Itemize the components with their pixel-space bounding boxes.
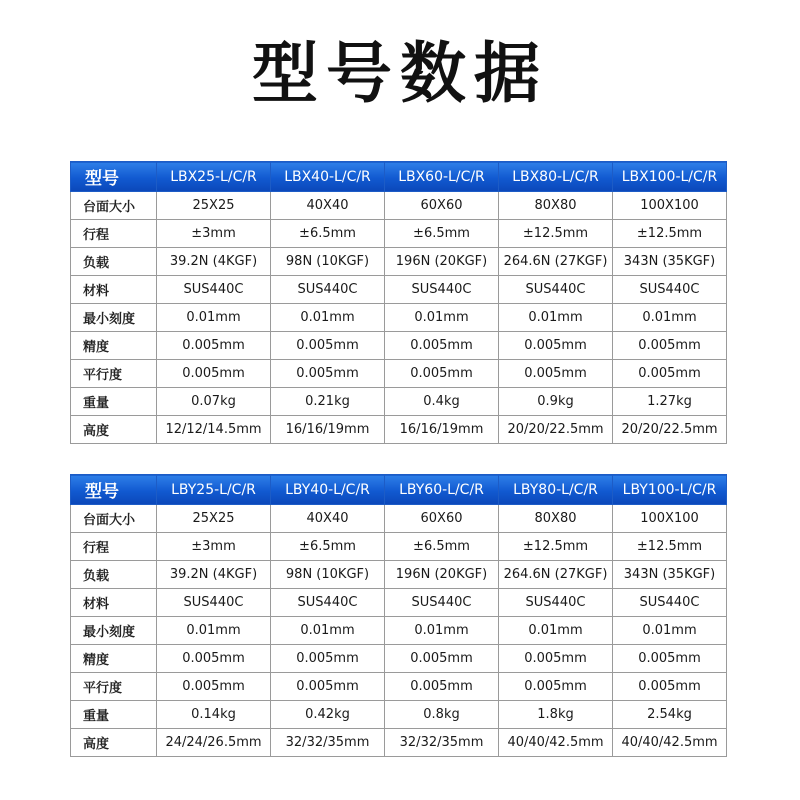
row-label: 台面大小 [71, 192, 157, 220]
table-cell: 80X80 [499, 505, 613, 533]
table-cell: SUS440C [499, 276, 613, 304]
table-cell: 0.01mm [157, 304, 271, 332]
table-cell: 0.4kg [385, 388, 499, 416]
table-cell: 0.005mm [157, 673, 271, 701]
table-row-parallelism [71, 360, 727, 388]
table-row-material [71, 589, 727, 617]
table-cell: 100X100 [613, 505, 727, 533]
table-cell: 264.6N (27KGF) [499, 561, 613, 589]
table-cell: 0.005mm [385, 645, 499, 673]
table-cell: 0.005mm [271, 673, 385, 701]
row-label: 台面大小 [71, 505, 157, 533]
spec-table-lby [70, 474, 727, 757]
row-label: 负载 [71, 248, 157, 276]
table-cell: SUS440C [385, 589, 499, 617]
table-cell: 60X60 [385, 505, 499, 533]
table-cell: 0.01mm [613, 617, 727, 645]
table-cell: 100X100 [613, 192, 727, 220]
table-row-height [71, 416, 727, 444]
table-cell: SUS440C [271, 276, 385, 304]
row-label: 负载 [71, 561, 157, 589]
model-name: LBX40-L/C/R [271, 162, 385, 192]
table-cell: 16/16/19mm [271, 416, 385, 444]
table-cell: 20/20/22.5mm [613, 416, 727, 444]
page-title: 型号数据 [252, 35, 548, 112]
table-cell: 40X40 [271, 192, 385, 220]
table-cell: 98N (10KGF) [271, 248, 385, 276]
table-cell: SUS440C [613, 589, 727, 617]
table-row-min-scale [71, 304, 727, 332]
row-label: 行程 [71, 533, 157, 561]
table-row-table-size [71, 192, 727, 220]
table-cell: 0.005mm [157, 332, 271, 360]
table-cell: 343N (35KGF) [613, 561, 727, 589]
table-row-weight [71, 388, 727, 416]
row-label: 最小刻度 [71, 617, 157, 645]
table-cell: SUS440C [157, 589, 271, 617]
row-label: 行程 [71, 220, 157, 248]
table-row-table-size [71, 505, 727, 533]
table-cell: 0.005mm [613, 360, 727, 388]
table-cell: 196N (20KGF) [385, 561, 499, 589]
table-header-row [71, 475, 727, 505]
table-cell: 0.005mm [613, 673, 727, 701]
table-cell: 0.9kg [499, 388, 613, 416]
row-label: 重量 [71, 701, 157, 729]
table-row-precision [71, 332, 727, 360]
table-cell: 0.01mm [271, 617, 385, 645]
table-cell: ±12.5mm [499, 533, 613, 561]
row-label: 精度 [71, 332, 157, 360]
model-name: LBX100-L/C/R [613, 162, 727, 192]
table-cell: 16/16/19mm [385, 416, 499, 444]
table-cell: 0.01mm [271, 304, 385, 332]
table-cell: 0.005mm [499, 645, 613, 673]
table-cell: 0.005mm [157, 360, 271, 388]
table-row-min-scale [71, 617, 727, 645]
row-label: 平行度 [71, 673, 157, 701]
table-cell: 1.8kg [499, 701, 613, 729]
table-cell: 0.005mm [271, 645, 385, 673]
row-label: 平行度 [71, 360, 157, 388]
table-cell: 0.005mm [271, 332, 385, 360]
table-cell: 80X80 [499, 192, 613, 220]
table-cell: 0.005mm [499, 332, 613, 360]
row-label: 重量 [71, 388, 157, 416]
table-cell: 20/20/22.5mm [499, 416, 613, 444]
table-cell: 39.2N (4KGF) [157, 248, 271, 276]
table-cell: 0.005mm [613, 645, 727, 673]
table-cell: 196N (20KGF) [385, 248, 499, 276]
table-cell: 24/24/26.5mm [157, 729, 271, 757]
table-cell: 12/12/14.5mm [157, 416, 271, 444]
table-cell: 0.005mm [385, 332, 499, 360]
table-cell: ±6.5mm [385, 533, 499, 561]
table-cell: 343N (35KGF) [613, 248, 727, 276]
row-label: 高度 [71, 729, 157, 757]
table-cell: SUS440C [613, 276, 727, 304]
model-name: LBY40-L/C/R [271, 475, 385, 505]
model-header-label: 型号 [71, 162, 157, 192]
table-cell: 25X25 [157, 505, 271, 533]
table-cell: ±6.5mm [385, 220, 499, 248]
table-row-load [71, 248, 727, 276]
table-cell: 264.6N (27KGF) [499, 248, 613, 276]
table-cell: SUS440C [271, 589, 385, 617]
model-name: LBX60-L/C/R [385, 162, 499, 192]
table-cell: 0.01mm [499, 304, 613, 332]
table-cell: 0.42kg [271, 701, 385, 729]
table-cell: 0.01mm [385, 304, 499, 332]
table-cell: ±6.5mm [271, 220, 385, 248]
table-cell: SUS440C [157, 276, 271, 304]
model-header-label: 型号 [71, 475, 157, 505]
table-cell: 40/40/42.5mm [499, 729, 613, 757]
table-cell: 0.01mm [613, 304, 727, 332]
table-cell: 0.005mm [385, 673, 499, 701]
row-label: 高度 [71, 416, 157, 444]
table-cell: 0.01mm [499, 617, 613, 645]
table-cell: 1.27kg [613, 388, 727, 416]
spec-table-lbx [70, 161, 727, 444]
table-row-parallelism [71, 673, 727, 701]
table-cell: 40X40 [271, 505, 385, 533]
table-cell: 0.005mm [271, 360, 385, 388]
table-row-weight [71, 701, 727, 729]
table-cell: 98N (10KGF) [271, 561, 385, 589]
table-cell: 0.01mm [385, 617, 499, 645]
model-name: LBY60-L/C/R [385, 475, 499, 505]
model-name: LBY80-L/C/R [499, 475, 613, 505]
table-cell: SUS440C [385, 276, 499, 304]
table-row-height [71, 729, 727, 757]
table-cell: 0.21kg [271, 388, 385, 416]
table-row-material [71, 276, 727, 304]
table-row-load [71, 561, 727, 589]
row-label: 精度 [71, 645, 157, 673]
table-row-stroke [71, 220, 727, 248]
table-cell: 0.005mm [499, 673, 613, 701]
table-cell: ±6.5mm [271, 533, 385, 561]
table-cell: 0.07kg [157, 388, 271, 416]
table-cell: 32/32/35mm [271, 729, 385, 757]
model-name: LBY25-L/C/R [157, 475, 271, 505]
table-cell: ±3mm [157, 533, 271, 561]
table-row-precision [71, 645, 727, 673]
table-cell: 40/40/42.5mm [613, 729, 727, 757]
table-row-stroke [71, 533, 727, 561]
table-cell: 0.8kg [385, 701, 499, 729]
row-label: 材料 [71, 276, 157, 304]
table-cell: ±12.5mm [613, 533, 727, 561]
table-cell: 0.01mm [157, 617, 271, 645]
table-cell: 39.2N (4KGF) [157, 561, 271, 589]
table-cell: 0.14kg [157, 701, 271, 729]
table-cell: 0.005mm [157, 645, 271, 673]
table-cell: 60X60 [385, 192, 499, 220]
model-name: LBY100-L/C/R [613, 475, 727, 505]
table-header-row [71, 162, 727, 192]
row-label: 材料 [71, 589, 157, 617]
table-cell: 25X25 [157, 192, 271, 220]
model-name: LBX25-L/C/R [157, 162, 271, 192]
table-cell: ±12.5mm [499, 220, 613, 248]
table-cell: 0.005mm [499, 360, 613, 388]
row-label: 最小刻度 [71, 304, 157, 332]
table-cell: 32/32/35mm [385, 729, 499, 757]
table-cell: ±12.5mm [613, 220, 727, 248]
table-cell: ±3mm [157, 220, 271, 248]
table-cell: 0.005mm [385, 360, 499, 388]
table-cell: SUS440C [499, 589, 613, 617]
model-name: LBX80-L/C/R [499, 162, 613, 192]
table-cell: 2.54kg [613, 701, 727, 729]
table-cell: 0.005mm [613, 332, 727, 360]
